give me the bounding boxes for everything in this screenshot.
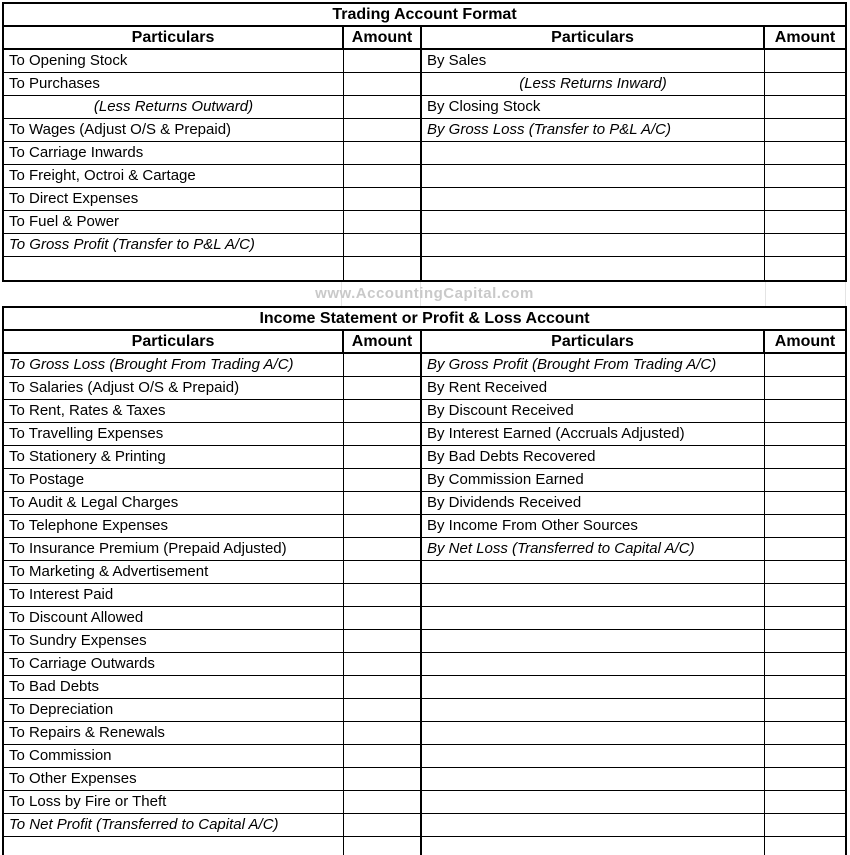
credit-amount-cell	[765, 676, 845, 698]
debit-particulars-cell: To Sundry Expenses	[4, 630, 344, 652]
table-row	[4, 538, 845, 561]
debit-particulars-cell: To Bad Debts	[4, 676, 344, 698]
debit-particulars-cell: To Rent, Rates & Taxes	[4, 400, 344, 422]
credit-particulars-cell	[422, 768, 765, 790]
credit-amount-cell	[765, 96, 845, 118]
credit-particulars-cell	[422, 722, 765, 744]
header-debit-amount: Amount	[344, 331, 422, 352]
credit-amount-cell	[765, 354, 845, 376]
credit-amount-cell	[765, 73, 845, 95]
credit-particulars-cell	[422, 814, 765, 836]
trading-account-rows	[4, 50, 845, 280]
table-row	[4, 50, 845, 73]
profit-loss-title: Income Statement or Profit & Loss Account	[4, 308, 845, 331]
header-credit-amount: Amount	[774, 333, 836, 350]
table-row	[4, 768, 845, 791]
credit-particulars-cell: (Less Returns Inward)	[422, 73, 765, 95]
debit-amount-cell	[344, 837, 422, 855]
debit-amount-cell	[344, 538, 422, 560]
header-credit-particulars: Particulars	[422, 331, 765, 352]
trading-account-table	[2, 2, 847, 282]
trading-account-title: Trading Account Format	[4, 4, 845, 27]
debit-particulars-cell: To Loss by Fire or Theft	[4, 791, 344, 813]
debit-amount-cell	[344, 791, 422, 813]
debit-amount-cell	[344, 446, 422, 468]
debit-particulars-cell: To Telephone Expenses	[4, 515, 344, 537]
debit-amount-cell	[344, 119, 422, 141]
debit-amount-cell	[344, 354, 422, 376]
credit-particulars-cell	[422, 630, 765, 652]
table-row	[4, 73, 845, 96]
debit-particulars-cell: To Repairs & Renewals	[4, 722, 344, 744]
debit-amount-cell	[344, 96, 422, 118]
table-row	[4, 837, 845, 855]
table-row	[4, 561, 845, 584]
debit-particulars-cell: To Freight, Octroi & Cartage	[4, 165, 344, 187]
credit-particulars-cell: By Interest Earned (Accruals Adjusted)	[422, 423, 765, 445]
table-row	[4, 492, 845, 515]
table-row	[4, 142, 845, 165]
watermark-text: www.AccountingCapital.com	[315, 285, 534, 302]
debit-particulars-cell: To Postage	[4, 469, 344, 491]
header-debit-particulars: Particulars	[4, 27, 344, 48]
debit-particulars-cell: To Fuel & Power	[4, 211, 344, 233]
table-row	[4, 423, 845, 446]
table-row	[4, 791, 845, 814]
debit-amount-cell	[344, 165, 422, 187]
debit-particulars-cell: To Stationery & Printing	[4, 446, 344, 468]
credit-amount-cell	[765, 50, 845, 72]
credit-amount-cell	[765, 400, 845, 422]
credit-amount-cell	[765, 257, 845, 280]
debit-particulars-cell: To Other Expenses	[4, 768, 344, 790]
debit-particulars-cell: To Opening Stock	[4, 50, 344, 72]
debit-amount-cell	[344, 561, 422, 583]
debit-amount-cell	[344, 722, 422, 744]
credit-amount-cell	[765, 722, 845, 744]
table-row	[4, 607, 845, 630]
credit-amount-cell	[765, 768, 845, 790]
credit-particulars-cell: By Income From Other Sources	[422, 515, 765, 537]
header-credit-amount: Amount	[774, 29, 836, 46]
debit-amount-cell	[344, 188, 422, 210]
debit-amount-cell	[344, 584, 422, 606]
credit-particulars-cell	[422, 142, 765, 164]
table-row	[4, 400, 845, 423]
debit-particulars-cell: To Gross Profit (Transfer to P&L A/C)	[4, 234, 344, 256]
table-row	[4, 469, 845, 492]
debit-particulars-cell: (Less Returns Outward)	[4, 96, 344, 118]
credit-particulars-cell	[422, 584, 765, 606]
debit-amount-cell	[344, 257, 422, 280]
credit-amount-cell	[765, 607, 845, 629]
header-credit-particulars: Particulars	[422, 27, 765, 48]
debit-particulars-cell: To Audit & Legal Charges	[4, 492, 344, 514]
debit-amount-cell	[344, 653, 422, 675]
debit-particulars-cell: To Insurance Premium (Prepaid Adjusted)	[4, 538, 344, 560]
credit-amount-cell	[765, 119, 845, 141]
debit-amount-cell	[344, 50, 422, 72]
table-row	[4, 814, 845, 837]
debit-amount-cell	[344, 73, 422, 95]
table-row	[4, 257, 845, 280]
credit-amount-cell	[765, 234, 845, 256]
debit-amount-cell	[344, 211, 422, 233]
table-row	[4, 446, 845, 469]
debit-amount-cell	[344, 423, 422, 445]
debit-amount-cell	[344, 745, 422, 767]
header-debit-amount: Amount	[344, 27, 422, 48]
credit-amount-cell	[765, 584, 845, 606]
table-row	[4, 119, 845, 142]
debit-amount-cell	[344, 676, 422, 698]
credit-amount-cell	[765, 561, 845, 583]
credit-amount-cell	[765, 142, 845, 164]
credit-particulars-cell: By Dividends Received	[422, 492, 765, 514]
debit-amount-cell	[344, 630, 422, 652]
table-row	[4, 722, 845, 745]
credit-particulars-cell	[422, 561, 765, 583]
credit-particulars-cell: By Net Loss (Transferred to Capital A/C)	[422, 538, 765, 560]
credit-particulars-cell	[422, 676, 765, 698]
debit-particulars-cell: To Carriage Outwards	[4, 653, 344, 675]
credit-particulars-cell	[422, 188, 765, 210]
credit-amount-cell	[765, 165, 845, 187]
debit-amount-cell	[344, 814, 422, 836]
debit-particulars-cell: To Discount Allowed	[4, 607, 344, 629]
credit-amount-cell	[765, 492, 845, 514]
debit-particulars-cell: To Carriage Inwards	[4, 142, 344, 164]
credit-amount-cell	[765, 814, 845, 836]
profit-loss-rows	[4, 354, 845, 855]
table-row	[4, 188, 845, 211]
credit-amount-cell	[765, 377, 845, 399]
debit-particulars-cell: To Marketing & Advertisement	[4, 561, 344, 583]
table-row	[4, 211, 845, 234]
credit-particulars-cell: By Closing Stock	[422, 96, 765, 118]
table-row	[4, 630, 845, 653]
credit-amount-cell	[765, 211, 845, 233]
credit-particulars-cell	[422, 745, 765, 767]
credit-amount-cell	[765, 699, 845, 721]
table-row	[4, 354, 845, 377]
table-row	[4, 745, 845, 768]
credit-particulars-cell: By Gross Loss (Transfer to P&L A/C)	[422, 119, 765, 141]
profit-loss-table	[2, 306, 847, 855]
debit-amount-cell	[344, 515, 422, 537]
profit-loss-header-row	[4, 331, 845, 354]
table-row	[4, 699, 845, 722]
credit-particulars-cell: By Bad Debts Recovered	[422, 446, 765, 468]
debit-amount-cell	[344, 492, 422, 514]
trading-account-header-row	[4, 27, 845, 50]
debit-particulars-cell	[4, 837, 344, 855]
credit-particulars-cell	[422, 234, 765, 256]
credit-amount-cell	[765, 630, 845, 652]
debit-amount-cell	[344, 400, 422, 422]
table-row	[4, 653, 845, 676]
debit-particulars-cell: To Commission	[4, 745, 344, 767]
credit-particulars-cell: By Discount Received	[422, 400, 765, 422]
credit-particulars-cell	[422, 165, 765, 187]
debit-particulars-cell: To Interest Paid	[4, 584, 344, 606]
credit-particulars-cell: By Gross Profit (Brought From Trading A/C)	[422, 354, 765, 376]
credit-particulars-cell	[422, 211, 765, 233]
table-row	[4, 234, 845, 257]
debit-particulars-cell: To Purchases	[4, 73, 344, 95]
credit-amount-cell	[765, 791, 845, 813]
credit-particulars-cell	[422, 791, 765, 813]
header-debit-particulars: Particulars	[4, 331, 344, 352]
debit-amount-cell	[344, 234, 422, 256]
credit-amount-cell	[765, 423, 845, 445]
table-row	[4, 165, 845, 188]
debit-amount-cell	[344, 377, 422, 399]
debit-amount-cell	[344, 607, 422, 629]
debit-amount-cell	[344, 469, 422, 491]
watermark-band	[2, 282, 847, 306]
credit-amount-cell	[765, 446, 845, 468]
credit-amount-cell	[765, 515, 845, 537]
table-row	[4, 584, 845, 607]
credit-particulars-cell: By Commission Earned	[422, 469, 765, 491]
debit-particulars-cell: To Depreciation	[4, 699, 344, 721]
credit-particulars-cell	[422, 653, 765, 675]
credit-amount-cell	[765, 653, 845, 675]
credit-particulars-cell	[422, 837, 765, 855]
table-row	[4, 377, 845, 400]
credit-amount-cell	[765, 745, 845, 767]
table-row	[4, 676, 845, 699]
credit-amount-cell	[765, 837, 845, 855]
debit-particulars-cell: To Wages (Adjust O/S & Prepaid)	[4, 119, 344, 141]
debit-particulars-cell: To Travelling Expenses	[4, 423, 344, 445]
credit-particulars-cell	[422, 257, 765, 280]
credit-particulars-cell	[422, 607, 765, 629]
debit-particulars-cell: To Direct Expenses	[4, 188, 344, 210]
debit-particulars-cell: To Gross Loss (Brought From Trading A/C)	[4, 354, 344, 376]
credit-amount-cell	[765, 469, 845, 491]
credit-particulars-cell: By Rent Received	[422, 377, 765, 399]
credit-amount-cell	[765, 538, 845, 560]
credit-particulars-cell: By Sales	[422, 50, 765, 72]
table-row	[4, 96, 845, 119]
debit-particulars-cell: To Net Profit (Transferred to Capital A/C)	[4, 814, 344, 836]
debit-amount-cell	[344, 768, 422, 790]
table-row	[4, 515, 845, 538]
debit-particulars-cell	[4, 257, 344, 280]
debit-amount-cell	[344, 142, 422, 164]
debit-particulars-cell: To Salaries (Adjust O/S & Prepaid)	[4, 377, 344, 399]
credit-amount-cell	[765, 188, 845, 210]
debit-amount-cell	[344, 699, 422, 721]
credit-particulars-cell	[422, 699, 765, 721]
